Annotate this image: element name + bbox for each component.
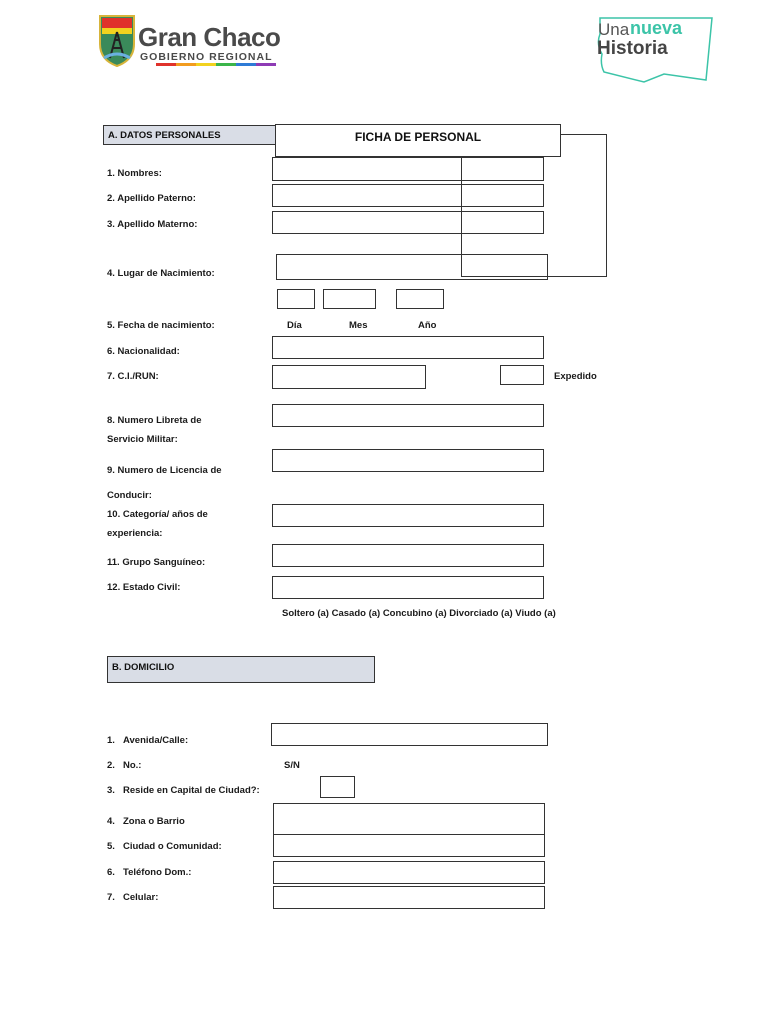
- telefono-input[interactable]: [273, 861, 545, 884]
- label-ci-run: 7. C.I./RUN:: [107, 371, 159, 382]
- label-fecha-nacimiento: 5. Fecha de nacimiento:: [107, 320, 215, 331]
- logo-stripe-blue: [236, 63, 256, 66]
- logo-title: Gran Chaco: [138, 22, 281, 52]
- shield-emblem-icon: [96, 14, 138, 68]
- avenida-input[interactable]: [271, 723, 548, 746]
- section-b-title: B. DOMICILIO: [112, 662, 175, 673]
- label-no: No.:: [123, 760, 142, 771]
- label-categoria-1: 10. Categoría/ años de: [107, 509, 208, 520]
- apellido-paterno-input[interactable]: [272, 184, 544, 207]
- label-no-num: 2.: [107, 760, 115, 771]
- label-sn: S/N: [284, 760, 300, 771]
- label-ciudad-num: 5.: [107, 841, 115, 852]
- label-celular: Celular:: [123, 892, 159, 903]
- label-apellido-materno: 3. Apellido Materno:: [107, 219, 198, 230]
- section-a-header: [103, 125, 279, 145]
- mes-input[interactable]: [323, 289, 376, 309]
- logo-stripe-red: [156, 63, 176, 66]
- logo-subtitle: GOBIERNO REGIONAL: [140, 51, 273, 63]
- label-avenida-num: 1.: [107, 735, 115, 746]
- label-celular-num: 7.: [107, 892, 115, 903]
- section-a-title: A. DATOS PERSONALES: [108, 130, 221, 141]
- libreta-militar-input[interactable]: [272, 404, 544, 427]
- estado-civil-input[interactable]: [272, 576, 544, 599]
- label-apellido-paterno: 2. Apellido Paterno:: [107, 193, 196, 204]
- form-title-box: [275, 124, 561, 157]
- label-dia: Día: [287, 320, 302, 331]
- label-lugar-nacimiento: 4. Lugar de Nacimiento:: [107, 268, 215, 279]
- logo-una: Una: [598, 20, 630, 39]
- ci-run-input[interactable]: [272, 365, 426, 389]
- celular-input[interactable]: [273, 886, 545, 909]
- anio-input[interactable]: [396, 289, 444, 309]
- label-expedido: Expedido: [554, 371, 597, 382]
- label-categoria-2: experiencia:: [107, 528, 163, 539]
- logo-stripe-yellow: [196, 63, 216, 66]
- label-libreta-militar-2: Servicio Militar:: [107, 434, 178, 445]
- logo-stripe-green: [216, 63, 236, 66]
- lugar-nacimiento-input[interactable]: [276, 254, 548, 280]
- estado-civil-options: Soltero (a) Casado (a) Concubino (a) Divorciado (a) Viudo (a): [282, 608, 556, 619]
- nombres-input[interactable]: [272, 157, 544, 181]
- reside-capital-input[interactable]: [320, 776, 355, 798]
- label-grupo-sanguineo: 11. Grupo Sanguíneo:: [107, 557, 206, 568]
- label-telefono: Teléfono Dom.:: [123, 867, 192, 878]
- logo-stripe-orange: [176, 63, 196, 66]
- label-nacionalidad: 6. Nacionalidad:: [107, 346, 180, 357]
- label-anio: Año: [418, 320, 437, 331]
- label-zona-num: 4.: [107, 816, 115, 827]
- section-b-header: [107, 656, 375, 683]
- label-libreta-militar-1: 8. Numero Libreta de: [107, 415, 202, 426]
- label-ciudad: Ciudad o Comunidad:: [123, 841, 222, 852]
- label-licencia-2: Conducir:: [107, 490, 152, 501]
- label-nombres: 1. Nombres:: [107, 168, 162, 179]
- licencia-input[interactable]: [272, 449, 544, 472]
- form-title: FICHA DE PERSONAL: [354, 130, 482, 144]
- label-mes: Mes: [349, 320, 368, 331]
- logo-stripe-purple: [256, 63, 276, 66]
- label-zona: Zona o Barrio: [123, 816, 185, 827]
- logo-historia: Historia: [597, 38, 668, 59]
- grupo-sanguineo-input[interactable]: [272, 544, 544, 567]
- zona-barrio-input[interactable]: [273, 803, 545, 835]
- label-reside: Reside en Capital de Ciudad?:: [123, 785, 260, 796]
- nacionalidad-input[interactable]: [272, 336, 544, 359]
- label-telefono-num: 6.: [107, 867, 115, 878]
- apellido-materno-input[interactable]: [272, 211, 544, 234]
- categoria-input[interactable]: [272, 504, 544, 527]
- dia-input[interactable]: [277, 289, 315, 309]
- ciudad-comunidad-input[interactable]: [273, 834, 545, 857]
- label-estado-civil: 12. Estado Civil:: [107, 582, 181, 593]
- label-avenida: Avenida/Calle:: [123, 735, 189, 746]
- logo-nueva: nueva: [630, 18, 683, 38]
- expedido-input[interactable]: [500, 365, 544, 385]
- label-licencia-1: 9. Numero de Licencia de: [107, 465, 222, 476]
- label-reside-num: 3.: [107, 785, 115, 796]
